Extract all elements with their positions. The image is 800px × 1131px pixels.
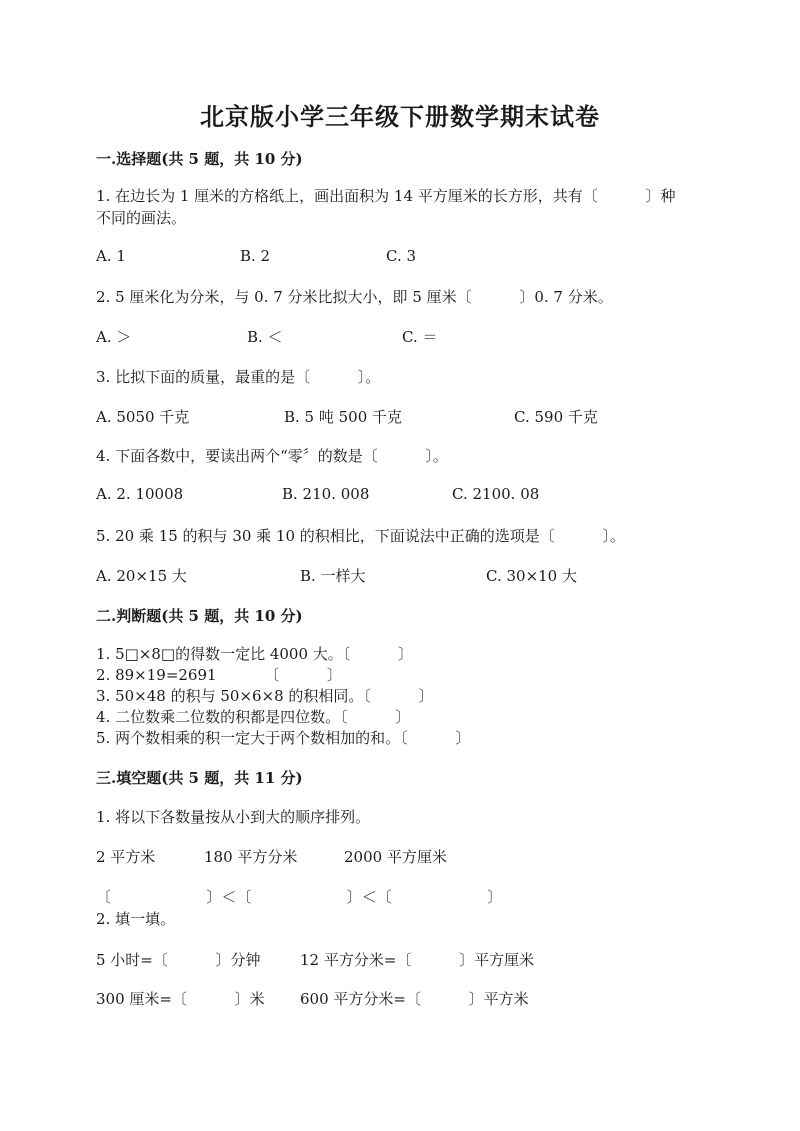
fill-q1-quantity-1: 2 平方米 — [96, 848, 156, 866]
q5-option-b: B. 一样大 — [300, 567, 366, 585]
section-heading-choice: 一.选择题(共 5 题，共 10 分) — [96, 150, 303, 168]
fill-q1-blanks: 〔 〕＜〔 〕＜〔 〕 — [96, 888, 503, 906]
question-2-text: 2. 5 厘米化为分米，与 0. 7 分米比拟大小，即 5 厘米〔 〕0. 7 分米。 — [96, 288, 613, 306]
page-title: 北京版小学三年级下册数学期末试卷 — [200, 102, 600, 131]
section-heading-judge: 二.判断题(共 5 题，共 10 分) — [96, 607, 303, 625]
q1-option-b: B. 2 — [240, 247, 271, 265]
fill-q1-text: 1. 将以下各数量按从小到大的顺序排列。 — [96, 808, 371, 826]
judge-item-4: 4. 二位数乘二位数的积都是四位数。〔 〕 — [96, 708, 411, 726]
judge-item-3: 3. 50×48 的积与 50×6×8 的积相同。〔 〕 — [96, 687, 434, 705]
q2-option-a: A. ＞ — [96, 328, 132, 346]
judge-item-2: 2. 89×19=2691 〔 〕 — [96, 666, 342, 684]
judge-item-1: 1. 5□×8□的得数一定比 4000 大。〔 〕 — [96, 645, 413, 663]
fill-q2-item-2: 12 平方分米=〔 〕平方厘米 — [300, 951, 535, 969]
q4-option-b: B. 210. 008 — [282, 485, 370, 503]
fill-q2-item-4: 600 平方分米=〔 〕平方米 — [300, 990, 529, 1008]
q3-option-a: A. 5050 千克 — [96, 408, 190, 426]
question-3-text: 3. 比拟下面的质量，最重的是〔 〕。 — [96, 368, 381, 386]
q1-option-c: C. 3 — [386, 247, 417, 265]
judge-item-5: 5. 两个数相乘的积一定大于两个数相加的和。〔 〕 — [96, 729, 471, 747]
question-4-text: 4. 下面各数中，要读出两个“零〞的数是〔 〕。 — [96, 447, 448, 465]
question-1-text-cont: 不同的画法。 — [96, 209, 187, 227]
fill-q2-text: 2. 填一填。 — [96, 910, 176, 928]
q2-option-b: B. ＜ — [247, 328, 283, 346]
q4-option-a: A. 2. 10008 — [96, 485, 184, 503]
q3-option-c: C. 590 千克 — [514, 408, 598, 426]
q2-option-c: C. ＝ — [402, 328, 438, 346]
section-heading-fill: 三.填空题(共 5 题，共 11 分) — [96, 769, 303, 787]
fill-q1-quantity-2: 180 平方分米 — [204, 848, 298, 866]
fill-q2-item-1: 5 小时=〔 〕分钟 — [96, 951, 261, 969]
fill-q1-quantity-3: 2000 平方厘米 — [344, 848, 447, 866]
q3-option-b: B. 5 吨 500 千克 — [284, 408, 403, 426]
question-5-text: 5. 20 乘 15 的积与 30 乘 10 的积相比，下面说法中正确的选项是〔 〕。 — [96, 527, 625, 545]
fill-q2-item-3: 300 厘米=〔 〕米 — [96, 990, 265, 1008]
question-1-text: 1. 在边长为 1 厘米的方格纸上，画出面积为 14 平方厘米的长方形，共有〔 〕种 — [96, 187, 676, 205]
q1-option-a: A. 1 — [96, 247, 126, 265]
q5-option-a: A. 20×15 大 — [96, 567, 187, 585]
q4-option-c: C. 2100. 08 — [452, 485, 540, 503]
q5-option-c: C. 30×10 大 — [486, 567, 577, 585]
